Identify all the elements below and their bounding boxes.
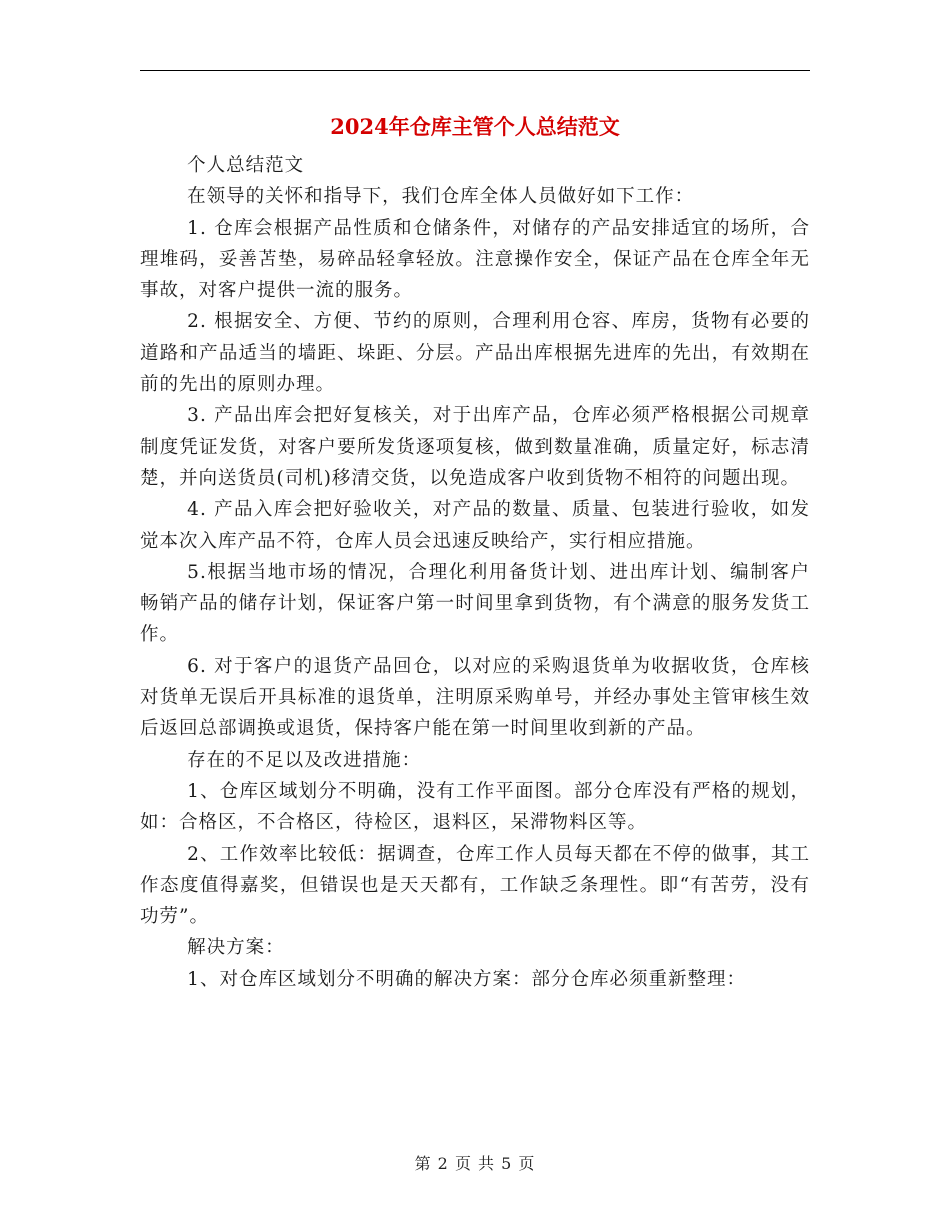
paragraph: 个人总结范文: [187, 155, 305, 176]
paragraph: 1、仓库区域划分不明确，没有工作平面图。部分仓库没有严格的规划，如：合格区，不合格区，待检区，退料区，呆滞物料区等。: [140, 780, 810, 834]
document-title: 2024年仓库主管个人总结范文: [330, 114, 620, 139]
paragraph: 2. 根据安全、方便、节约的原则，合理利用仓容、库房，货物有必要的道路和产品适当的墙距、垛距、分层。产品出库根据先进库的先出，有效期在前的先出的原则办理。: [140, 311, 810, 396]
paragraph: 4. 产品入库会把好验收关，对产品的数量、质量、包装进行验收，如发觉本次入库产品不符，仓库人员会迅速反映给产，实行相应措施。: [140, 499, 810, 552]
document-body: [140, 150, 810, 995]
paragraph: 6. 对于客户的退货产品回仓，以对应的采购退货单为收据收货，仓库核对货单无误后开具标准的退货单，注明原采购单号，并经办事处主管审核生效后返回总部调换或退货，保持客户能在第一时间里收到新的产品。: [140, 655, 810, 740]
section-heading: 解决方案：: [187, 937, 285, 959]
page-footer: 第 2 页 共 5 页: [414, 1154, 536, 1173]
paragraph: 5.根据当地市场的情况，合理化利用备货计划、进出库计划、编制客户畅销产品的储存计划，保证客户第一时间里拿到货物，有个满意的服务发货工作。: [140, 561, 810, 646]
section-heading: 存在的不足以及改进措施：: [187, 749, 422, 771]
paragraph: 1. 仓库会根据产品性质和仓储条件，对储存的产品安排适宜的场所，合理堆码，妥善苫垫，易碎品轻拿轻放。注意操作安全，保证产品在仓库全年无事故，对客户提供一流的服务。: [140, 217, 810, 302]
paragraph: 3. 产品出库会把好复核关，对于出库产品，仓库必须严格根据公司规章制度凭证发货，对客户要所发货逐项复核，做到数量准确，质量定好，标志清楚，并向送货员(司机)移清交货，以免造成客户收到货物不相符的问题出现。: [140, 405, 810, 489]
paragraph: 1、对仓库区域划分不明确的解决方案：部分仓库必须重新整理：: [187, 968, 746, 990]
paragraph: 在领导的关怀和指导下，我们仓库全体人员做好如下工作：: [187, 186, 695, 208]
paragraph: 2、工作效率比较低：据调查，仓库工作人员每天都在不停的做事，其工作态度值得嘉奖，但错误也是天天都有，工作缺乏条理性。即“有苦劳，没有功劳”。: [140, 843, 810, 928]
header-rule: [140, 70, 810, 71]
